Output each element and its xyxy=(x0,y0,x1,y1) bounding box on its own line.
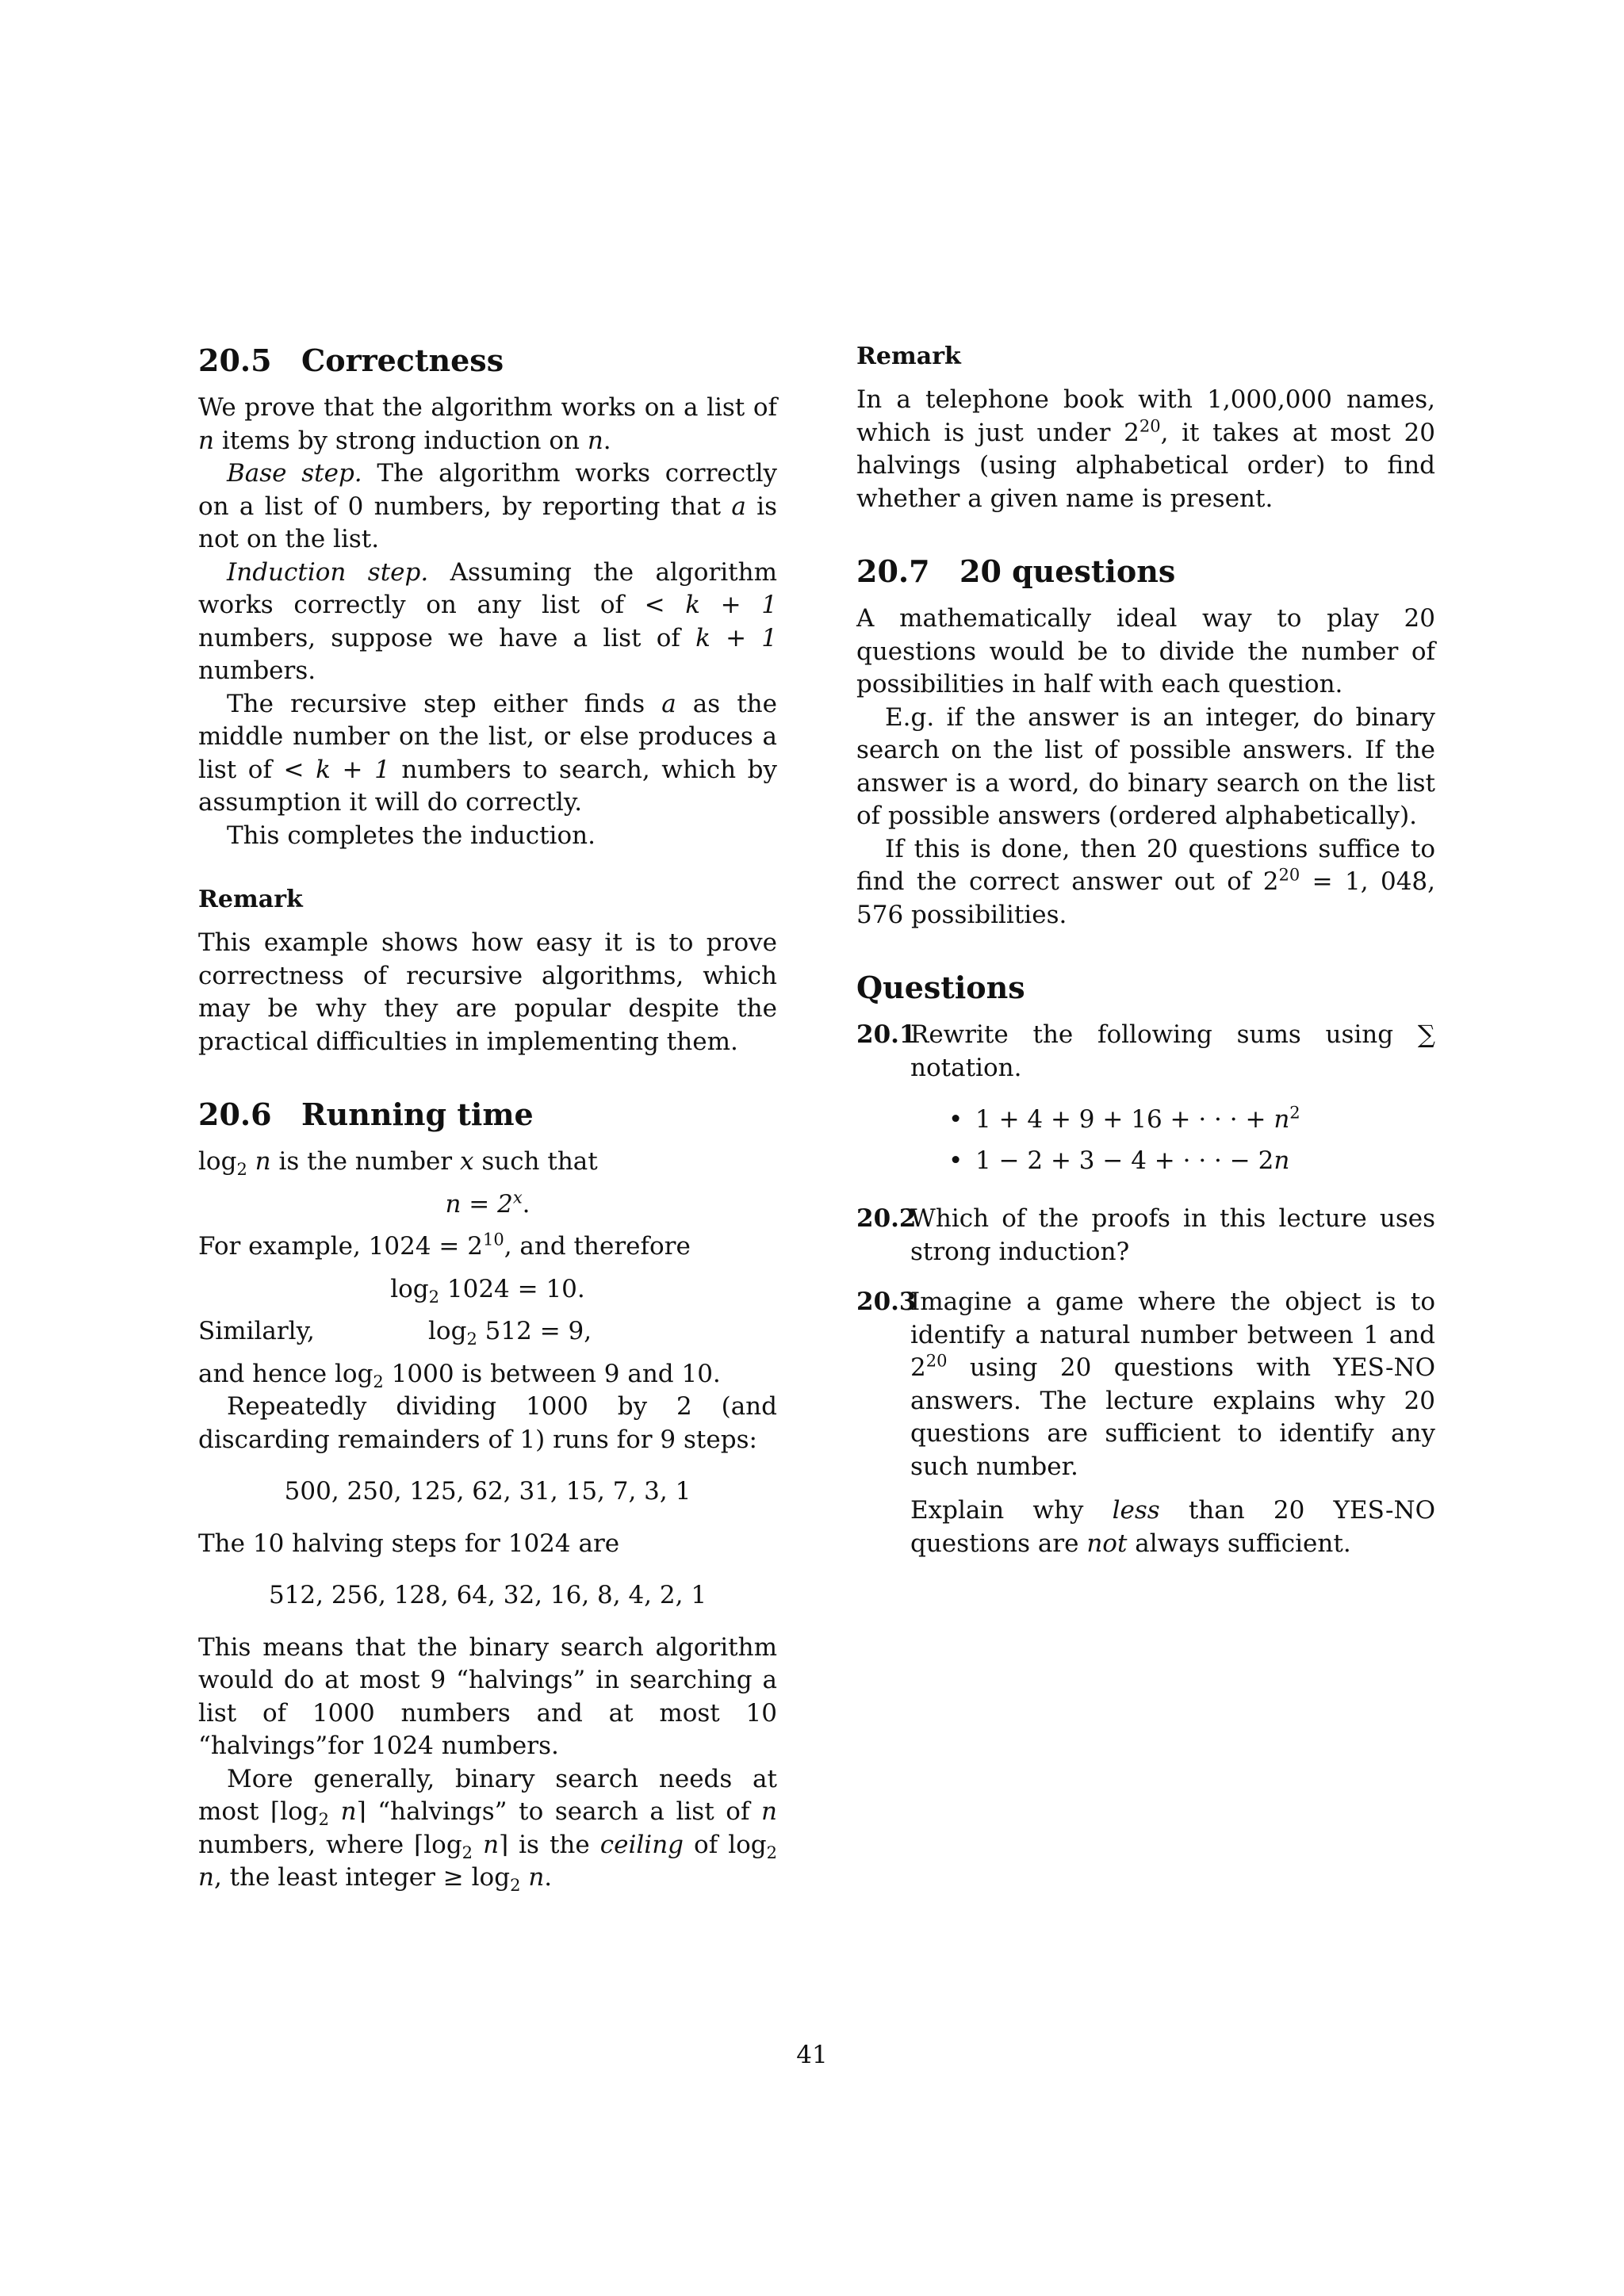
general-paragraph: More generally, binary search needs at most $⌈\log_2$ n⌉ “halvings” to search a list of n numbers, where $⌈\log_2$ n⌉ is the ceiling of $\log_2 n$, the least integer ≥ $\log_2 n$. xyxy=(198,1764,777,1896)
remark-heading-telephone: Remark xyxy=(856,342,961,370)
question-20-1 xyxy=(856,1019,1435,1185)
question-number: 20.3 xyxy=(856,1288,917,1316)
means-paragraph: This means that the binary search algorithm would do at most 9 “halvings” in searching a list of 1000 numbers and at most 10 “halvings”for 1024 numbers. xyxy=(198,1632,777,1760)
list-item: • 1 + 4 + 9 + 16 + · · · + $n^2$ xyxy=(948,1104,1435,1137)
hence-1000: and hence $\log_2 1000$ is between 9 and 10. xyxy=(198,1359,721,1391)
question-text: Imagine a game where the object is to identify a natural number between 1 and $2^{20}$ using 20 questions with YES-NO answers. The lecture explains why 20 questions are sufficient to identify any such number. xyxy=(910,1288,1435,1481)
recursive-step-paragraph: The recursive step either finds a as the middle number on the list, or else produces a list of < k + 1 numbers to search, which by assumption it will do correctly. xyxy=(198,689,777,817)
base-step-paragraph: Base step. The algorithm works correctly on a list of 0 numbers, by reporting that a is not on the list. xyxy=(198,459,778,553)
equation-log-512: Similarly, $\log_2 512 = 9$, xyxy=(198,1317,592,1349)
correctness-intro: We prove that the algorithm works on a list of n items by strong induction on n. xyxy=(198,393,777,455)
equation-n-equals-2x: $n = 2^x$. xyxy=(445,1188,530,1219)
sum-list xyxy=(948,1104,1435,1177)
twenty-questions-p3: If this is done, then 20 questions suffice to find the correct answer out of $2^{20} = 1$, 048, 576 possibilities. xyxy=(856,834,1435,929)
question-text: Which of the proofs in this lecture uses strong induction? xyxy=(910,1204,1435,1266)
example-1024: For example, $1024 = 2^{10}$, and therefore xyxy=(198,1230,691,1261)
right-column xyxy=(856,341,1435,1578)
induction-step-paragraph: Induction step. Assuming the algorithm works correctly on any list of < k + 1 numbers, suppose we have a list of k + 1 numbers. xyxy=(198,557,777,685)
question-number: 20.1 xyxy=(856,1020,917,1049)
log-definition: $\log_2 n$ is the number x such that xyxy=(198,1147,598,1180)
section-heading-running-time: 20.6 Running time xyxy=(198,1096,534,1132)
list-item: • 1 − 2 + 3 − 4 + · · · − 2n xyxy=(948,1145,1435,1178)
section-heading-questions: Questions xyxy=(856,970,1025,1005)
equation-log-1024: $\log_2 1024 = 10$. xyxy=(390,1274,585,1307)
left-column xyxy=(198,341,777,1895)
repeated-dividing: Repeatedly dividing 1000 by 2 (and discarding remainders of 1) runs for 9 steps: xyxy=(198,1392,777,1454)
sequence-1000: 500, 250, 125, 62, 31, 15, 7, 3, 1 xyxy=(284,1477,691,1506)
question-number: 20.2 xyxy=(856,1204,917,1233)
remark-text: This example shows how easy it is to prove correctness of recursive algorithms, which may be why they are popular despite the practical difficulties in implementing them. xyxy=(198,928,777,1056)
section-heading-correctness: 20.5 Correctness xyxy=(198,342,504,378)
sequence-1024: 512, 256, 128, 64, 32, 16, 8, 4, 2, 1 xyxy=(268,1581,707,1609)
remark-telephone-text: In a telephone book with 1,000,000 names, which is just under $2^{20}$, it takes at most 20 halvings (using alphabetical order) to find whether a given name is present. xyxy=(856,385,1435,513)
twenty-questions-p2: E.g. if the answer is an integer, do binary search on the list of possible answers. If the answer is a word, do binary search on the list of possible answers (ordered alphabetically). xyxy=(856,702,1435,830)
question-20-3 xyxy=(856,1286,1435,1560)
induction-complete: This completes the induction. xyxy=(227,821,596,850)
remark-heading: Remark xyxy=(198,886,303,913)
twenty-questions-p1: A mathematically ideal way to play 20 questions would be to divide the number of possibilities in half with each question. xyxy=(856,604,1435,698)
page-number: 41 xyxy=(796,2041,828,2069)
section-heading-20-questions: 20.7 20 questions xyxy=(856,553,1176,589)
halving-steps-1024: The 10 halving steps for 1024 are xyxy=(198,1529,620,1558)
question-followup: Explain why less than 20 YES-NO questions are not always sufficient. xyxy=(910,1496,1435,1558)
question-text: Rewrite the following sums using ∑ notation. xyxy=(910,1020,1435,1082)
question-20-2 xyxy=(856,1203,1435,1269)
